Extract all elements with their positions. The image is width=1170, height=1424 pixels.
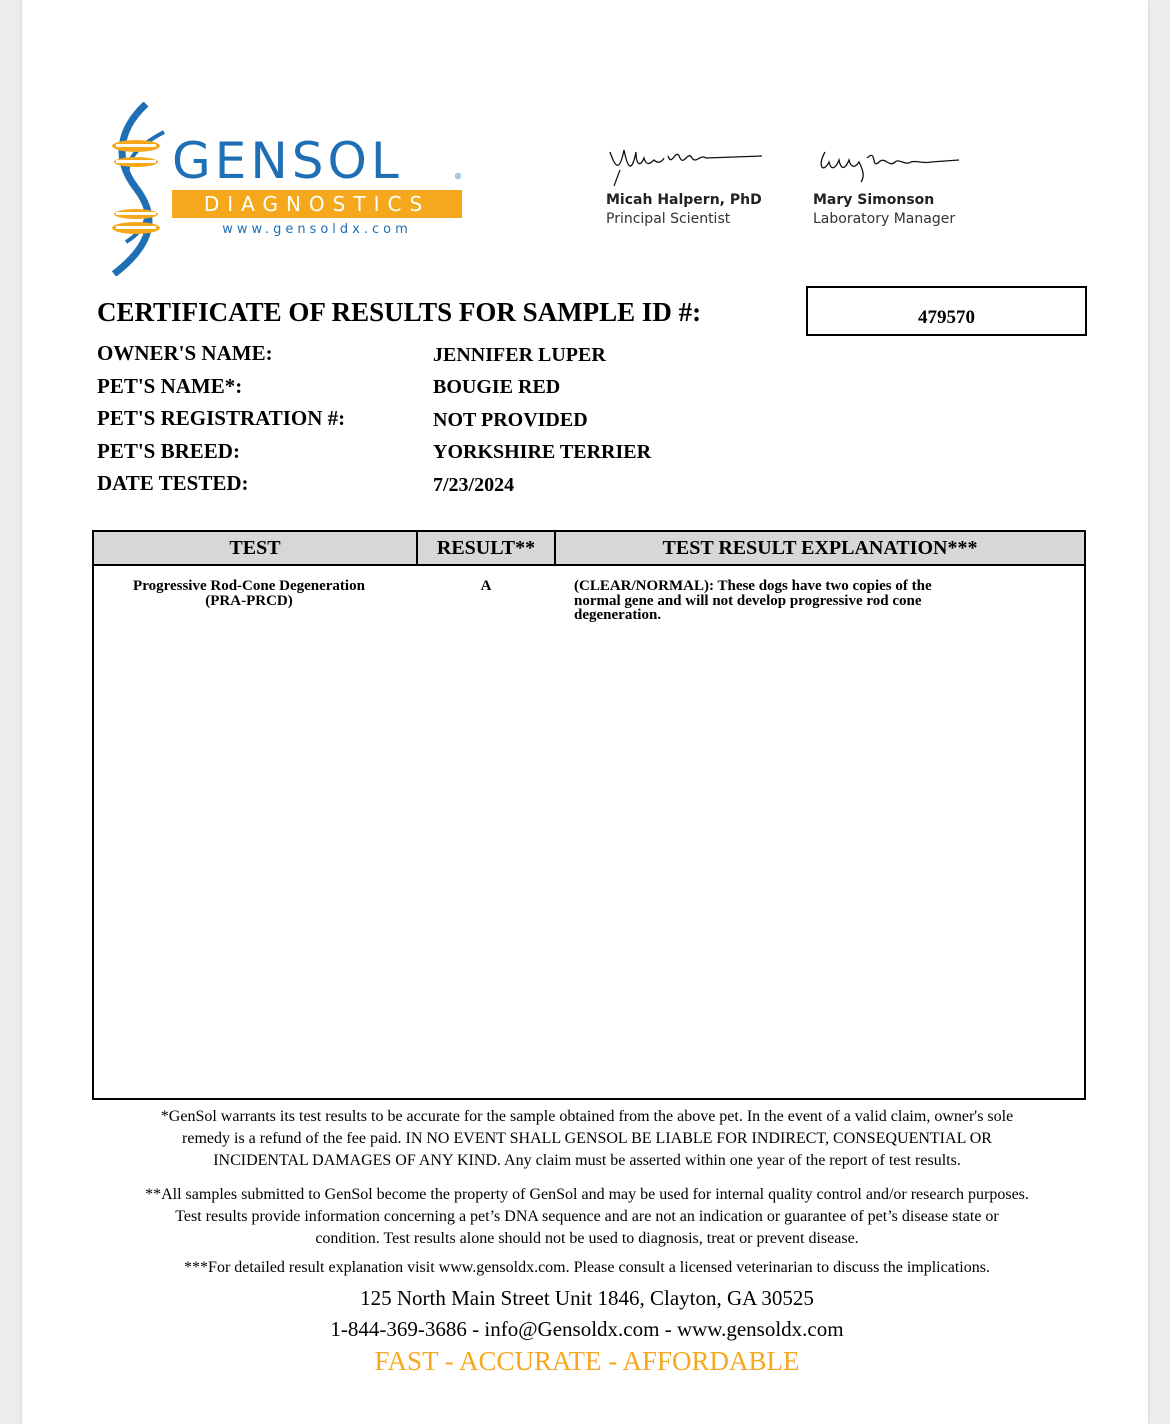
warranty-line: INCIDENTAL DAMAGES OF ANY KIND. Any claim must be asserted within one year of the report of test results. [213,1152,961,1169]
breed-label: PET'S BREED: [97,439,240,463]
logo-url: www.gensoldx.com [222,222,412,237]
company-address: 125 North Main Street Unit 1846, Clayton, GA 30525 [360,1286,814,1310]
samples-note [92,1184,1082,1250]
samples-line: **All samples submitted to GenSol become the property of GenSol and may be used for internal quality control and/or research purposes. [145,1186,1029,1203]
dna-helix-logo-icon [106,102,172,276]
test-result: A [480,578,492,594]
samples-line: condition. Test results alone should not be used to diagnosis, treat or prevent disease. [315,1230,859,1247]
signer-title: Principal Scientist [606,211,731,227]
explanation-line: degeneration. [574,607,662,623]
header-result: RESULT** [436,537,536,559]
handwritten-signature-simonson [813,140,973,192]
registered-mark-icon: ® [454,172,462,181]
owner-value: JENNIFER LUPER [433,344,606,366]
samples-line: Test results provide information concerning a pet’s DNA sequence and are not an indication or guarantee of pet’s disease state or [175,1208,999,1225]
header-explanation: TEST RESULT EXPLANATION*** [662,537,978,559]
certificate-title: CERTIFICATE OF RESULTS FOR SAMPLE ID #: [97,297,702,327]
registration-label: PET'S REGISTRATION #: [97,406,346,430]
results-table [92,530,1086,1100]
date-tested-label: DATE TESTED: [97,471,249,495]
signer-name: Micah Halpern, PhD [606,192,762,208]
company-tagline: FAST - ACCURATE - AFFORDABLE [374,1346,800,1376]
warranty-line: remedy is a refund of the fee paid. IN NO EVENT SHALL GENSOL BE LIABLE FOR INDIRECT, CONSEQUENTIAL OR [182,1130,992,1147]
signer-name: Mary Simonson [813,192,935,208]
warranty-note [92,1106,1082,1172]
registration-value: NOT PROVIDED [433,409,588,431]
signer-title: Laboratory Manager [813,211,956,227]
test-name-line: (PRA-PRCD) [205,593,293,609]
owner-label: OWNER'S NAME: [97,341,273,365]
results-table-header [94,532,1084,566]
sample-id-box: 479570 [806,286,1087,336]
logo-band: DIAGNOSTICS [172,190,462,218]
date-tested-value: 7/23/2024 [433,474,515,496]
header-test: TEST [229,537,281,559]
signature-block-halpern [606,140,766,227]
warranty-line: *GenSol warrants its test results to be accurate for the sample obtained from the above pet. In the event of a valid claim, owner's sole [160,1108,1014,1125]
signature-block-simonson [813,140,973,227]
pet-name-label: PET'S NAME*: [97,374,243,398]
explanation-line: (CLEAR/NORMAL): These dogs have two copies of the [574,578,932,594]
breed-value: YORKSHIRE TERRIER [433,441,652,463]
logo-wordmark: GENSOL [172,132,403,190]
pet-name-value: BOUGIE RED [433,376,561,398]
test-name-line: Progressive Rod-Cone Degeneration [133,578,365,594]
detail-note: ***For detailed result explanation visit www.gensoldx.com. Please consult a licensed veterinarian to discuss the implications. [184,1259,990,1276]
explanation-line: normal gene and will not develop progressive rod cone [574,593,922,609]
handwritten-signature-halpern [606,140,766,192]
company-contact: 1-844-369-3686 - info@Gensoldx.com - www.gensoldx.com [330,1317,844,1341]
